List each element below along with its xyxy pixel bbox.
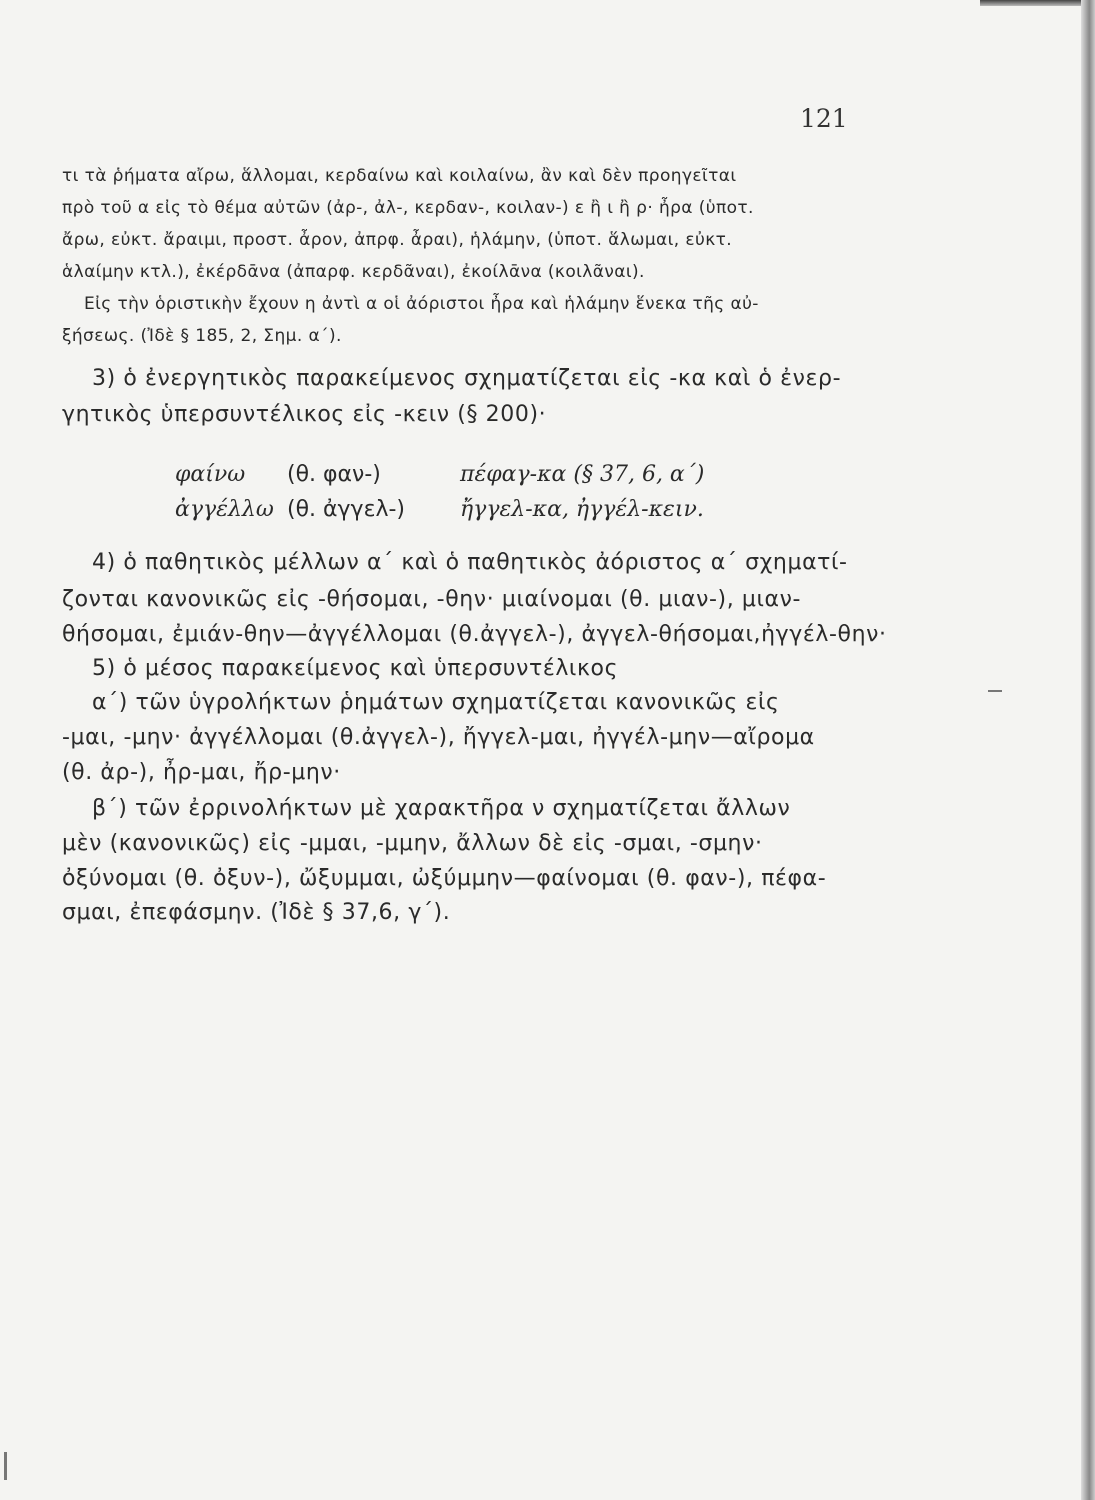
text-line: σμαι, ἐπεφάσμην. (Ἰδὲ § 37,6, γ΄). [62, 900, 451, 925]
example-stem: (θ. ἀγγελ-) [287, 497, 406, 522]
text-line: ξήσεως. (Ἰδὲ § 185, 2, Σημ. α΄). [62, 326, 342, 346]
scan-mark [4, 1452, 7, 1480]
page-number: 121 [800, 104, 848, 133]
page-right-edge [1081, 0, 1095, 1500]
text-line: τι τὰ ῥήματα αἴρω, ἅλλομαι, κερδαίνω καὶ κοιλαίνω, ἂν καὶ δὲν προηγεῖται [62, 166, 737, 186]
example-stem: (θ. φαν-) [287, 462, 381, 487]
text-line: ἄρω, εὐκτ. ἄραιμι, προστ. ἆρον, ἀπρφ. ἆραι), ἡλάμην, (ὑποτ. ἅλωμαι, εὐκτ. [62, 230, 733, 250]
text-line: ἁλαίμην κτλ.), ἐκέρδᾱνα (ἀπαρφ. κερδᾶναι), ἐκοίλᾱνα (κοιλᾶναι). [62, 262, 645, 282]
example-forms: πέφαγ-κα (§ 37, 6, α΄) [460, 462, 705, 487]
example-verb: φαίνω [175, 462, 246, 487]
text-line: ζονται κανονικῶς εἰς -θήσομαι, -θην· μιαίνομαι (θ. μιαν-), μιαν- [62, 587, 802, 612]
text-line: β΄) τῶν ἐρρινολήκτων μὲ χαρακτῆρα ν σχηματίζεται ἄλλων [92, 796, 791, 821]
text-line: -μαι, -μην· ἀγγέλλομαι (θ.ἀγγελ-), ἤγγελ-μαι, ἠγγέλ-μην—αἴρομα [62, 725, 815, 750]
text-line: 4) ὁ παθητικὸς μέλλων α΄ καὶ ὁ παθητικὸς ἀόριστος α΄ σχηματί- [92, 550, 848, 575]
text-line: ὀξύνομαι (θ. ὀξυν-), ὤξυμμαι, ὠξύμμην—φαίνομαι (θ. φαν-), πέφα- [62, 866, 827, 891]
text-line: 3) ὁ ἐνεργητικὸς παρακείμενος σχηματίζεται εἰς -κα καὶ ὁ ἐνερ- [92, 366, 842, 391]
page-top-edge [980, 0, 1095, 6]
text-line: α΄) τῶν ὑγρολήκτων ῥημάτων σχηματίζεται κανονικῶς εἰς [92, 690, 780, 715]
text-line: (θ. ἀρ-), ἦρ-μαι, ἤρ-μην· [62, 760, 341, 785]
text-line: πρὸ τοῦ α εἰς τὸ θέμα αὐτῶν (ἀρ-, ἀλ-, κερδαν-, κοιλαν-) ε ἢ ι ἢ ρ· ἦρα (ὑποτ. [62, 198, 754, 218]
text-line: 5) ὁ μέσος παρακείμενος καὶ ὑπερσυντέλικος [92, 656, 619, 681]
text-line: μὲν (κανονικῶς) εἰς -μμαι, -μμην, ἄλλων δὲ εἰς -σμαι, -σμην· [62, 831, 763, 856]
scan-mark [988, 690, 1002, 692]
text-line: Εἰς τὴν ὁριστικὴν ἔχουν η ἀντὶ α οἱ ἀόριστοι ἦρα καὶ ἡλάμην ἕνεκα τῆς αὐ- [84, 294, 759, 314]
example-forms: ἤγγελ-κα, ἠγγέλ-κειν. [460, 497, 704, 522]
text-line: γητικὸς ὑπερσυντέλικος εἰς -κειν (§ 200)· [62, 402, 547, 427]
example-verb: ἀγγέλλω [175, 497, 274, 522]
text-line: θήσομαι, ἐμιάν-θην—ἀγγέλλομαι (θ.ἀγγελ-), ἀγγελ-θήσομαι,ἠγγέλ-θην· [62, 622, 887, 647]
